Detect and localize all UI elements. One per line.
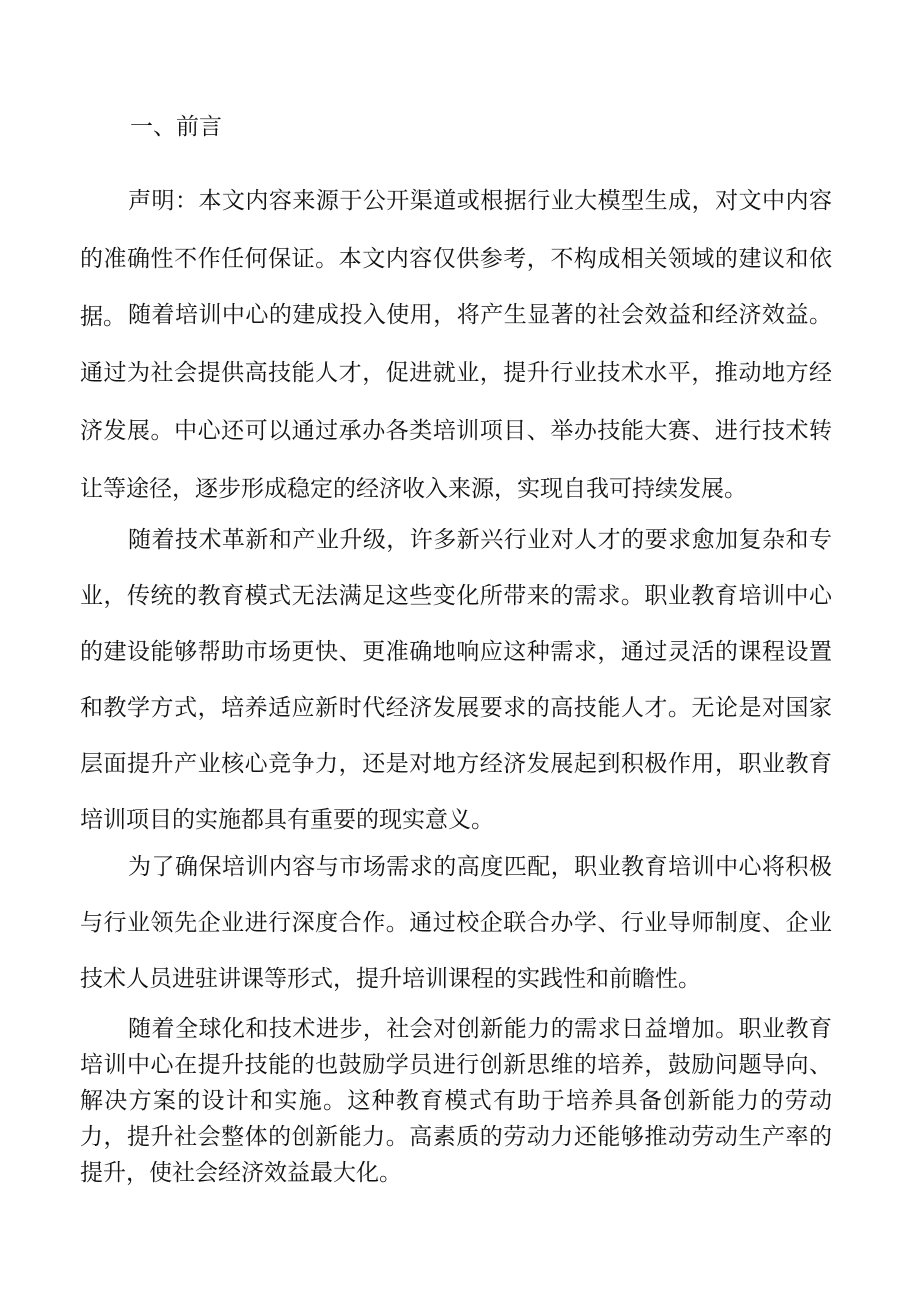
body-paragraph-benefits: 随着培训中心的建成投入使用，将产生显著的社会效益和经济效益。通过为社会提供高技能人才，促进就业，提升行业技术水平，推动地方经济发展。中心还可以通过承办各类培训项目、举办技能大赛、进行技术转让等途径，逐步形成稳定的经济收入来源，实现自我可持续发展。 [80,302,832,502]
body-paragraph-cooperation: 为了确保培训内容与市场需求的高度匹配，职业教育培训中心将积极与行业领先企业进行深度合作。通过校企联合办学、行业导师制度、企业技术人员进驻讲课等形式，提升培训课程的实践性和前瞻性。 [80,854,832,992]
body-paragraph-demand: 随着技术革新和产业升级，许多新兴行业对人才的要求愈加复杂和专业，传统的教育模式无法满足这些变化所带来的需求。职业教育培训中心的建设能够帮助市场更快、更准确地响应这种需求，通过灵活的课程设置和教学方式，培养适应新时代经济发展要求的高技能人才。无论是对国家层面提升产业核心竞争力，还是对地方经济发展起到积极作用，职业教育培训项目的实施都具有重要的现实意义。 [80,527,832,833]
section-heading: 一、前言 [130,114,222,140]
disclaimer-paragraph: 声明：本文内容来源于公开渠道或根据行业大模型生成，对文中内容的准确性不作任何保证。本文内容仅供参考，不构成相关领域的建议和依据。 [80,188,832,330]
body-paragraph-innovation: 随着全球化和技术进步，社会对创新能力的需求日益增加。职业教育培训中心在提升技能的也鼓励学员进行创新思维的培养，鼓励问题导向、解决方案的设计和实施。这种教育模式有助于培养具备创新能力的劳动力，提升社会整体的创新能力。高素质的劳动力还能够推动劳动生产率的提升，使社会经济效益最大化。 [80,1016,832,1186]
